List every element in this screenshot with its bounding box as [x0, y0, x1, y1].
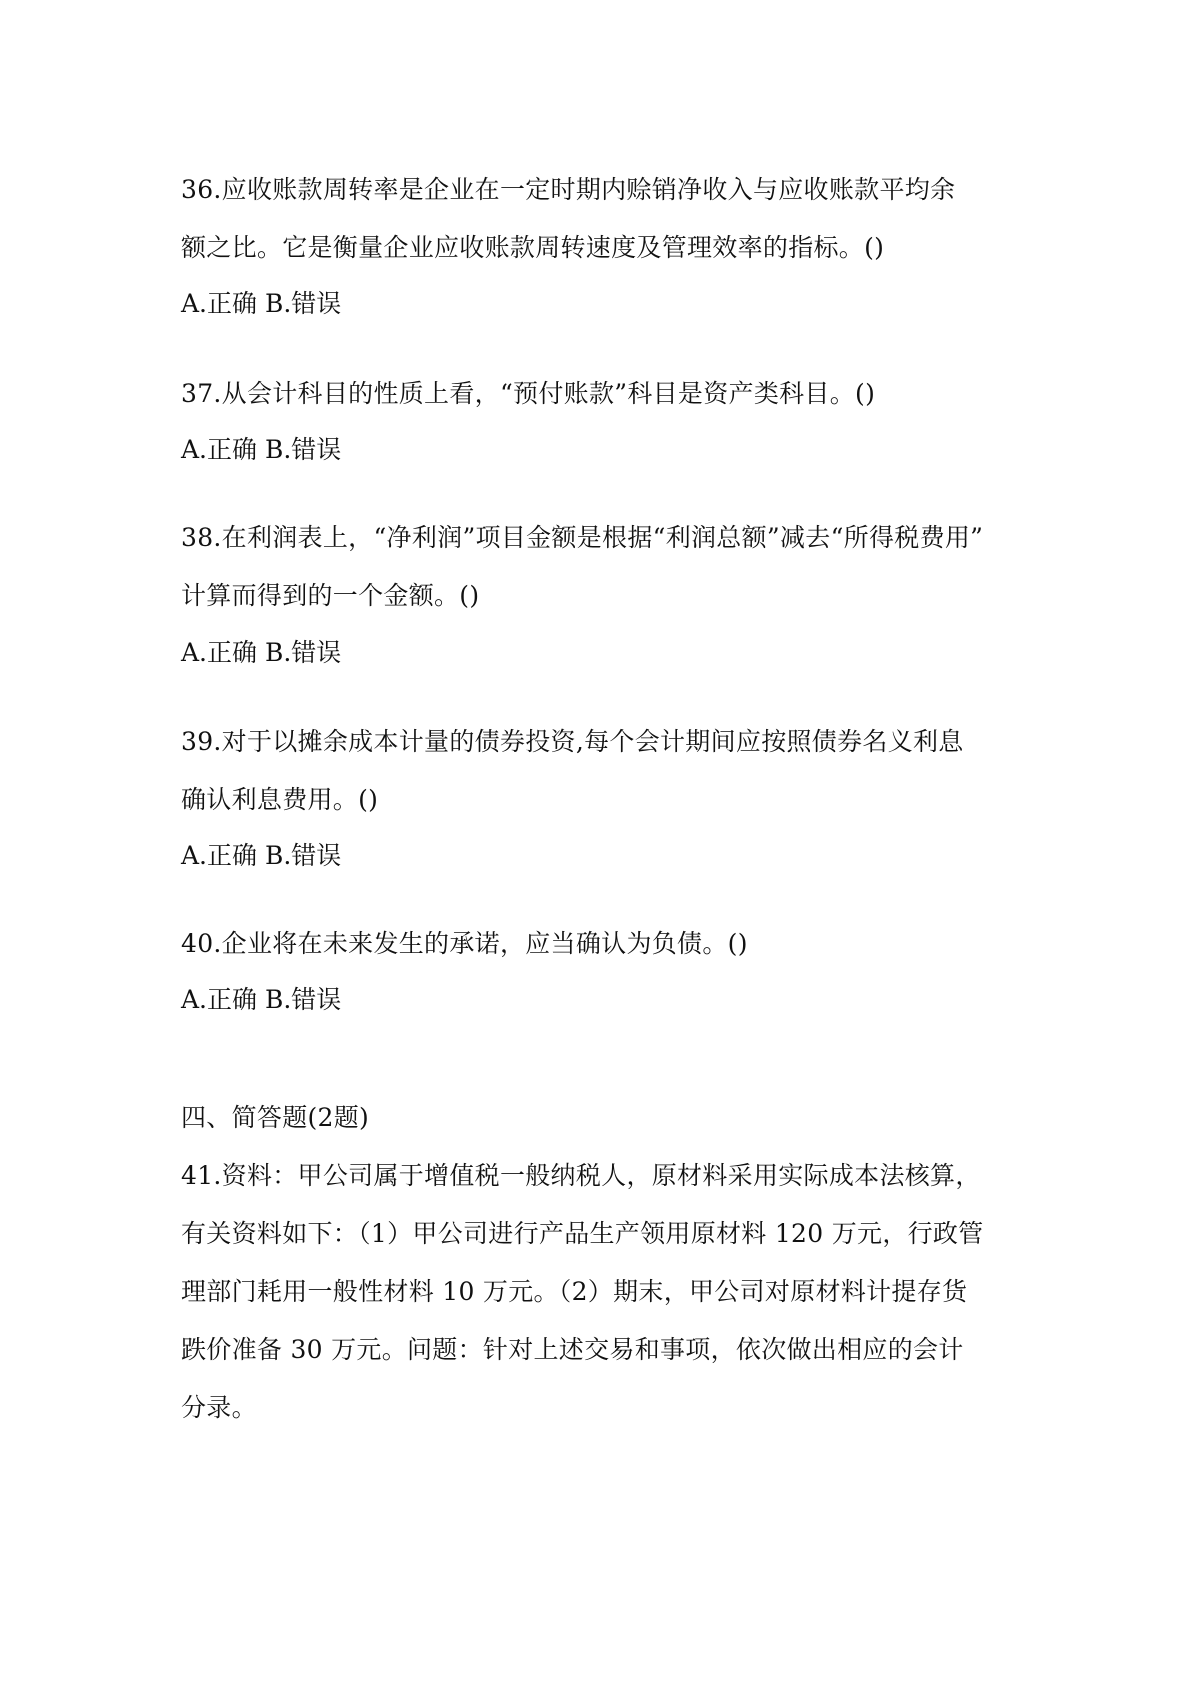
question-39-line-2: 确认利息费用。() [181, 785, 379, 814]
question-41-line-1: 41.资料：甲公司属于增值税一般纳税人，原材料采用实际成本法核算， [181, 1161, 981, 1190]
question-36-options: A.正确 B.错误 [181, 289, 342, 318]
question-40-line-1: 40.企业将在未来发生的承诺，应当确认为负债。() [181, 929, 748, 958]
question-36-line-2: 额之比。它是衡量企业应收账款周转速度及管理效率的指标。() [181, 233, 885, 262]
question-37-options: A.正确 B.错误 [181, 435, 342, 464]
question-36-line-1: 36.应收账款周转率是企业在一定时期内赊销净收入与应收账款平均余 [181, 175, 956, 204]
question-41-line-4: 跌价准备 30 万元。问题：针对上述交易和事项，依次做出相应的会计 [181, 1335, 964, 1364]
question-39-options: A.正确 B.错误 [181, 841, 342, 870]
section-heading: 四、简答题(2题) [181, 1103, 370, 1132]
question-40-options: A.正确 B.错误 [181, 985, 342, 1014]
question-41-line-5: 分录。 [181, 1393, 257, 1422]
question-38-line-2: 计算而得到的一个金额。() [181, 581, 480, 610]
question-39-line-1: 39.对于以摊余成本计量的债券投资,每个会计期间应按照债券名义利息 [181, 727, 964, 756]
question-41-line-2: 有关资料如下：（1）甲公司进行产品生产领用原材料 120 万元，行政管 [181, 1219, 984, 1248]
question-37-line-1: 37.从会计科目的性质上看，“预付账款”科目是资产类科目。() [181, 379, 876, 408]
question-41-line-3: 理部门耗用一般性材料 10 万元。（2）期末，甲公司对原材料计提存货 [181, 1277, 968, 1306]
question-38-line-1: 38.在利润表上，“净利润”项目金额是根据“利润总额”减去“所得税费用” [181, 523, 984, 552]
question-38-options: A.正确 B.错误 [181, 638, 342, 667]
